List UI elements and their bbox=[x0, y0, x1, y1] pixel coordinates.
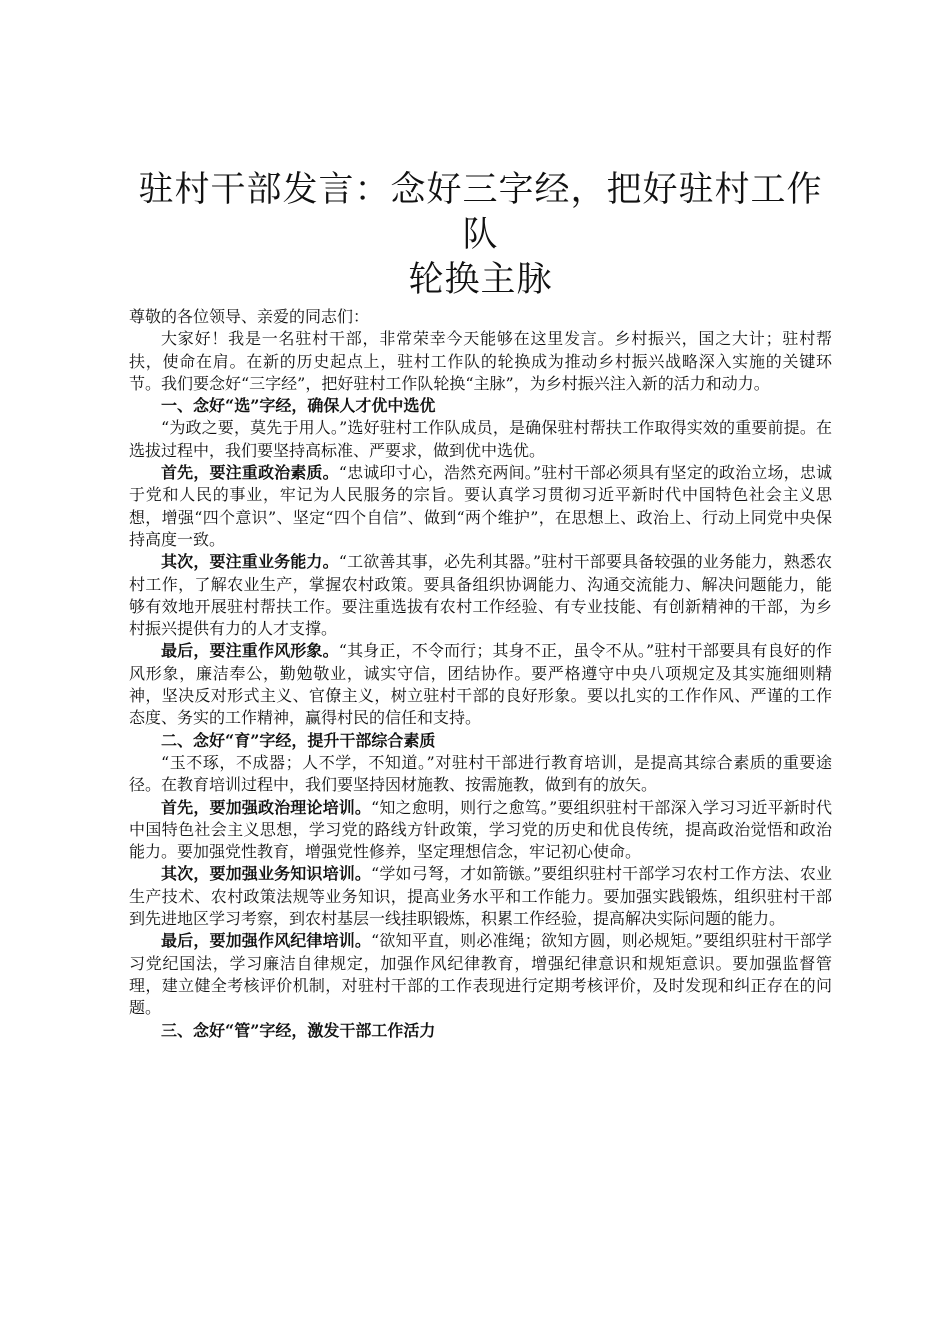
point-lead: 其次，要注重业务能力。 bbox=[161, 552, 339, 572]
section-1-point-2 bbox=[129, 551, 832, 640]
point-text: “学如弓弩，才如箭镞。”要组织驻村干部学习农村工作方法、农业生产技术、农村政策法规等业务知识，提高业务水平和工作能力。要加强实践锻炼，组织驻村干部到先进地区学习考察，到农村基层一线挂职锻炼，积累工作经验，提高解决实际问题的能力。 bbox=[129, 864, 832, 929]
section-1-point-3 bbox=[129, 640, 832, 729]
point-text: “忠诚印寸心，浩然充两间。”驻村干部必须具有坚定的政治立场，忠诚于党和人民的事业，牢记为人民服务的宗旨。要认真学习贯彻习近平新时代中国特色社会主义思想，增强“四个意识”、坚定“四个自信”、做到“两个维护”，在思想上、政治上、行动上同党中央保持高度一致。 bbox=[129, 463, 832, 549]
section-2-intro: “玉不琢，不成器；人不学，不知道。”对驻村干部进行教育培训，是提高其综合素质的重要途径。在教育培训过程中，我们要坚持因材施教、按需施教，做到有的放矢。 bbox=[129, 752, 832, 795]
section-3-heading: 三、念好“管”字经，激发干部工作活力 bbox=[161, 1020, 436, 1040]
section-1-intro: “为政之要，莫先于用人。”选好驻村工作队成员，是确保驻村帮扶工作取得实效的重要前提。在选拔过程中，我们要坚持高标准、严要求，做到优中选优。 bbox=[129, 418, 832, 460]
title-line-1: 驻村干部发言：念好三字经，把好驻村工作队 bbox=[138, 170, 823, 255]
point-lead: 首先，要加强政治理论培训。 bbox=[161, 797, 372, 817]
section-1-point-1 bbox=[129, 462, 832, 551]
section-2-heading: 二、念好“育”字经，提升干部综合素质 bbox=[161, 730, 436, 750]
salutation: 尊敬的各位领导、亲爱的同志们： bbox=[129, 307, 370, 326]
point-lead: 其次，要加强业务知识培训。 bbox=[161, 864, 372, 884]
point-lead: 最后，要注重作风形象。 bbox=[161, 641, 339, 661]
point-text: “工欲善其事，必先利其器。”驻村干部要具备较强的业务能力，熟悉农村工作，了解农业生产，掌握农村政策。要具备组织协调能力、沟通交流能力、解决问题能力，能够有效地开展驻村帮扶工作。要注重选拔有农村工作经验、有专业技能、有创新精神的干部，为乡村振兴提供有力的人才支撑。 bbox=[129, 552, 832, 639]
title-line-2: 轮换主脉 bbox=[408, 260, 553, 300]
section-2-point-2 bbox=[129, 863, 832, 930]
point-text: “知之愈明，则行之愈笃。”要组织驻村干部深入学习习近平新时代中国特色社会主义思想，学习党的路线方针政策，学习党的历史和优良传统，提高政治觉悟和政治能力。要加强党性教育，增强党性修养，坚定理想信念，牢记初心使命。 bbox=[129, 797, 832, 862]
section-1-heading: 一、念好“选”字经，确保人才优中选优 bbox=[161, 396, 436, 416]
section-2-point-3 bbox=[129, 930, 832, 1019]
point-text: “其身正，不令而行；其身不正，虽令不从。”驻村干部要具有良好的作风形象，廉洁奉公，勤勉敬业，诚实守信，团结协作。要严格遵守中央八项规定及其实施细则精神，坚决反对形式主义、官僚主义，树立驻村干部的良好形象。要以扎实的工作作风、严谨的工作态度、务实的工作精神，赢得村民的信任和支持。 bbox=[129, 641, 832, 728]
point-text: “欲知平直，则必准绳；欲知方圆，则必规矩。”要组织驻村干部学习党纪国法，学习廉洁自律规定，加强作风纪律教育，增强纪律意识和规矩意识。要加强监督管理，建立健全考核评价机制，对驻村干部的工作表现进行定期考核评价，及时发现和纠正存在的问题。 bbox=[129, 931, 832, 1018]
point-lead: 最后，要加强作风纪律培训。 bbox=[161, 931, 372, 951]
intro-paragraph: 大家好！我是一名驻村干部，非常荣幸今天能够在这里发言。乡村振兴，国之大计；驻村帮扶，使命在肩。在新的历史起点上，驻村工作队的轮换成为推动乡村振兴战略深入实施的关键环节。我们要念好“三字经”，把好驻村工作队轮换“主脉”，为乡村振兴注入新的活力和动力。 bbox=[129, 329, 832, 393]
point-lead: 首先，要注重政治素质。 bbox=[161, 463, 339, 483]
document-title bbox=[129, 168, 832, 303]
section-2-point-1 bbox=[129, 797, 832, 864]
